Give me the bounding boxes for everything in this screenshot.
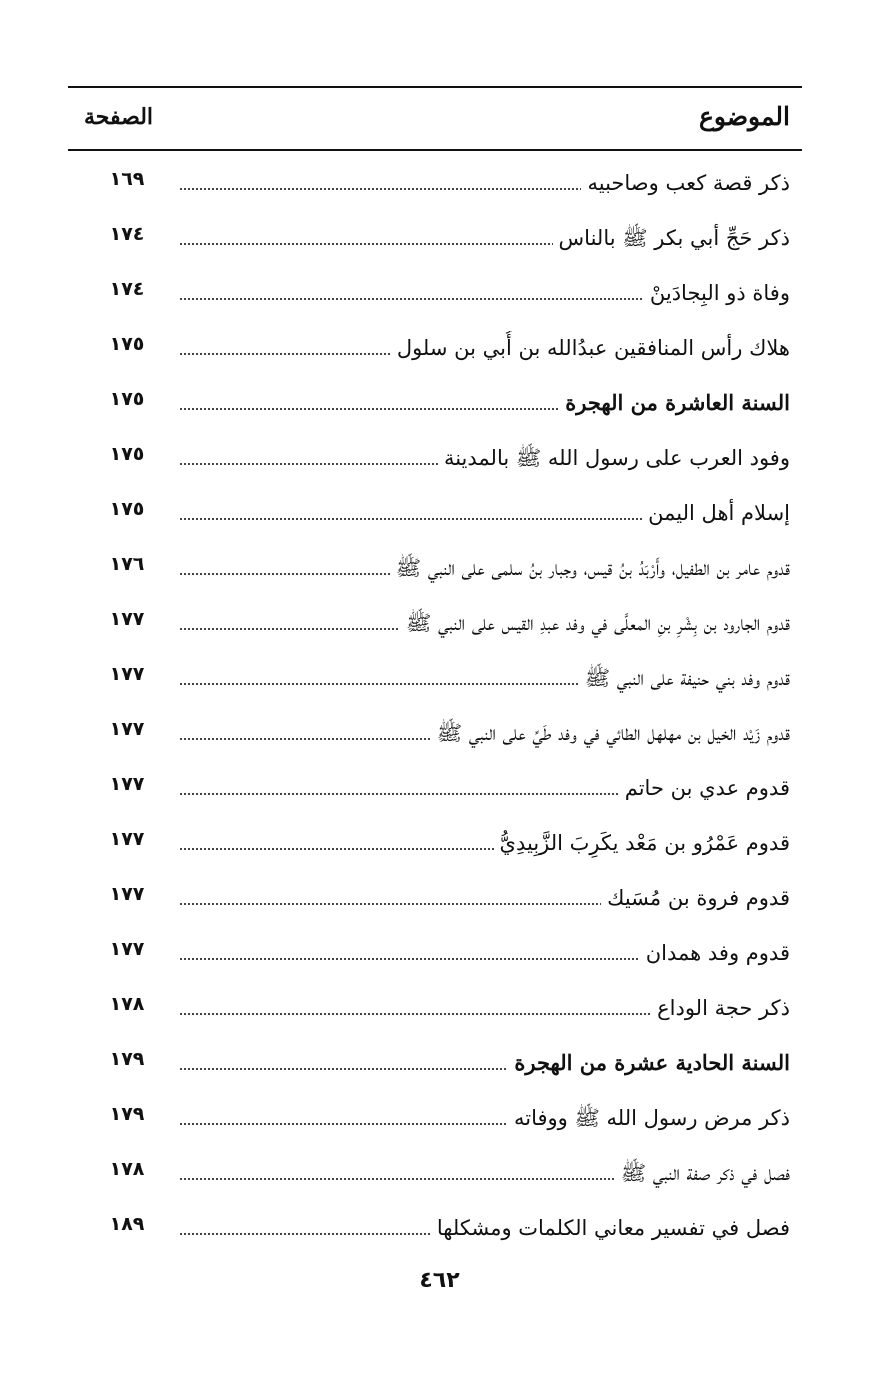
entry-title — [174, 771, 790, 805]
toc-entry — [68, 655, 802, 710]
toc-entry — [68, 1150, 802, 1205]
toc-entry — [68, 435, 802, 490]
entry-title — [174, 496, 790, 530]
toc-entry — [68, 875, 802, 930]
entry-title-text: قدوم عَمْرُو بن مَعْد يكَرِبَ الزَّبِيدِيُّ — [494, 831, 790, 855]
toc-entry — [68, 1095, 802, 1150]
entry-title — [174, 826, 790, 860]
entry-title — [174, 991, 790, 1025]
entry-title-text: قدوم فروة بن مُسَيك — [601, 886, 790, 910]
toc-entry — [68, 1040, 802, 1095]
entry-title-text: قدوم عامر بن الطفيل، وأَرْبَدُ بنُ قيس، وجبار بنُ سلمى على النبي ﷺ — [390, 556, 790, 580]
entry-title — [174, 1046, 790, 1080]
page-number: ٤٦٢ — [419, 1268, 460, 1293]
header-rule — [68, 149, 802, 151]
entry-page-number: ١٧٨ — [109, 993, 145, 1015]
entry-title-text: قدوم وفد همدان — [640, 941, 790, 965]
entry-title — [174, 276, 790, 310]
toc-entry — [68, 1205, 802, 1260]
entry-title-text: السنة الحادية عشرة من الهجرة — [508, 1050, 790, 1075]
entry-page-number: ١٧٦ — [109, 553, 145, 575]
entry-page-number: ١٧٧ — [109, 608, 145, 630]
page-column-header: الصفحة — [84, 104, 154, 130]
entry-title — [174, 661, 790, 695]
entry-title-text: وفاة ذو البِجادَينْ — [644, 281, 790, 305]
toc-entry — [68, 325, 802, 380]
entry-title-text: قدوم عدي بن حاتم — [619, 776, 790, 800]
toc-entry — [68, 490, 802, 545]
toc-entry — [68, 600, 802, 655]
entry-page-number: ١٧٧ — [109, 828, 145, 850]
entry-page-number: ١٧٨ — [109, 1158, 145, 1180]
entry-title — [174, 551, 790, 585]
entry-title-text: إسلام أهل اليمن — [642, 501, 790, 525]
entry-title-text: ذكر حجة الوداع — [651, 996, 790, 1020]
entry-title-text: السنة العاشرة من الهجرة — [559, 390, 790, 415]
toc-entry — [68, 270, 802, 325]
entry-title — [174, 716, 790, 750]
entry-page-number: ١٧٩ — [109, 1103, 145, 1125]
entry-title-text: وفود العرب على رسول الله ﷺ بالمدينة — [438, 446, 790, 470]
entry-title — [174, 331, 790, 365]
entry-page-number: ١٧٧ — [109, 663, 145, 685]
toc-entry — [68, 380, 802, 435]
toc-entry — [68, 545, 802, 600]
entry-page-number: ١٨٩ — [109, 1213, 145, 1235]
toc-entry — [68, 930, 802, 985]
entry-page-number: ١٧٧ — [109, 883, 145, 905]
entry-title — [174, 441, 790, 475]
toc-entry — [68, 710, 802, 765]
entry-page-number: ١٧٧ — [109, 773, 145, 795]
entry-title — [174, 1156, 790, 1190]
entry-title — [174, 606, 790, 640]
entry-title-text: قدوم زَيْد الخيل بن مهلهل الطائي في وفد طَيِّ على النبي ﷺ — [431, 721, 790, 745]
entry-title-text: قدوم الجارود بن بِشْرِ بنِ المعلَّى في وفد عبدِ القيس على النبي ﷺ — [400, 611, 790, 635]
toc-list — [68, 160, 802, 1260]
entry-title-text: قدوم وفد بني حنيفة على النبي ﷺ — [579, 666, 790, 690]
entry-title-text: فصل في تفسير معاني الكلمات ومشكلها — [431, 1216, 790, 1240]
entry-title — [174, 936, 790, 970]
toc-entry — [68, 985, 802, 1040]
toc-entry — [68, 765, 802, 820]
entry-title — [174, 386, 790, 420]
entry-page-number: ١٧٤ — [109, 278, 145, 300]
entry-page-number: ١٧٥ — [109, 388, 145, 410]
entry-title-text: فصل في ذكر صفة النبي ﷺ — [615, 1161, 790, 1185]
entry-page-number: ١٧٩ — [109, 1048, 145, 1070]
entry-title-text: ذكر حَجِّ أبي بكر ﷺ بالناس — [553, 226, 790, 250]
entry-page-number: ١٧٧ — [109, 938, 145, 960]
entry-page-number: ١٧٥ — [109, 498, 145, 520]
entry-title — [174, 221, 790, 255]
table-header — [68, 100, 802, 146]
entry-title — [174, 881, 790, 915]
toc-entry — [68, 820, 802, 875]
entry-page-number: ١٧٥ — [109, 443, 145, 465]
top-rule — [68, 86, 802, 88]
entry-title-text: ذكر قصة كعب وصاحبيه — [581, 171, 790, 195]
entry-page-number: ١٦٩ — [109, 168, 145, 190]
entry-title — [174, 1101, 790, 1135]
entry-page-number: ١٧٤ — [109, 223, 145, 245]
entry-page-number: ١٧٧ — [109, 718, 145, 740]
toc-entry — [68, 160, 802, 215]
entry-title — [174, 1211, 790, 1245]
toc-entry — [68, 215, 802, 270]
entry-title — [174, 166, 790, 200]
topic-column-header: الموضوع — [699, 102, 790, 131]
entry-title-text: ذكر مرض رسول الله ﷺ ووفاته — [508, 1106, 790, 1130]
entry-page-number: ١٧٥ — [109, 333, 145, 355]
entry-title-text: هلاك رأس المنافقين عبدُالله بن أُبي بن سلول — [391, 336, 790, 360]
